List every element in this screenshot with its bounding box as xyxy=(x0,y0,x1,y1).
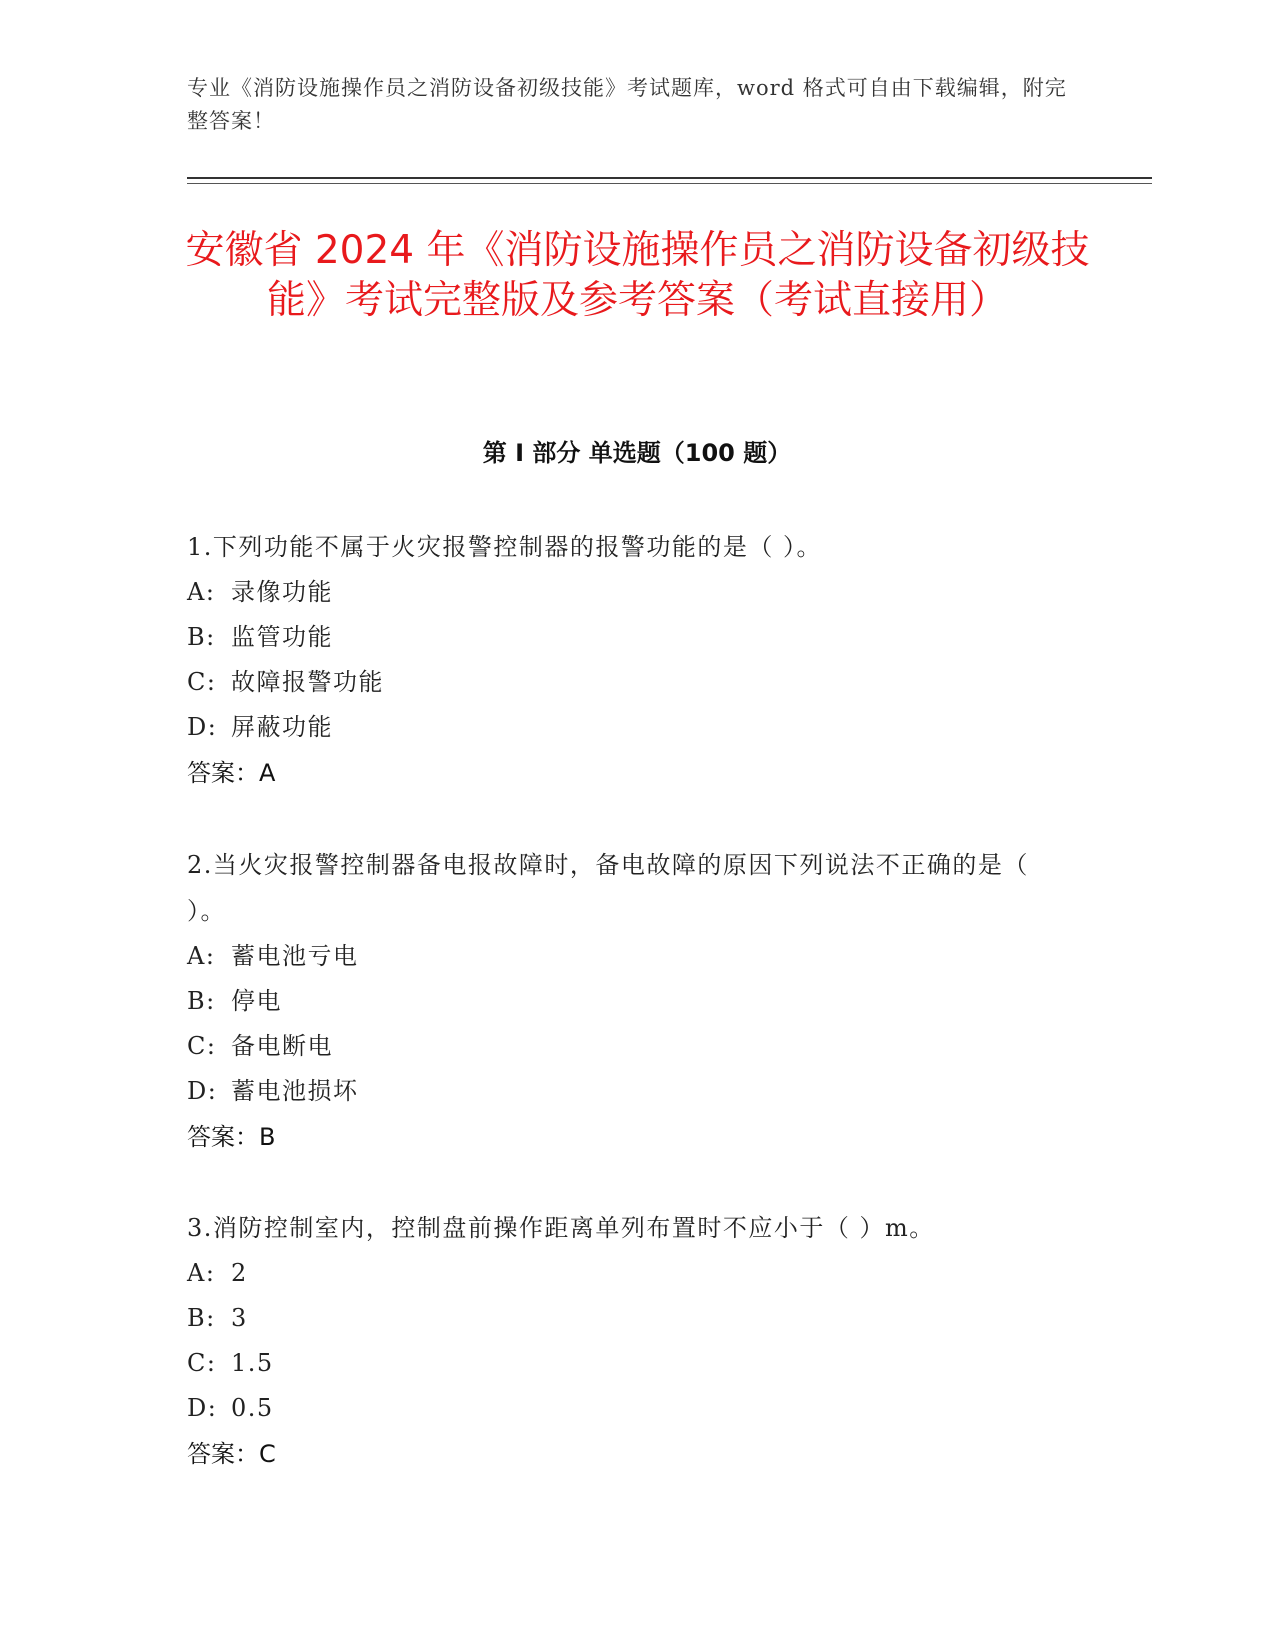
option-text: 屏蔽功能 xyxy=(231,713,333,741)
option-text: 录像功能 xyxy=(231,578,333,606)
option-key: A: xyxy=(187,578,216,606)
option-key: B: xyxy=(187,987,216,1015)
question-stem: 2.当火灾报警控制器备电报故障时，备电故障的原因下列说法不正确的是（ ）。 xyxy=(187,851,1029,925)
option-key: C: xyxy=(187,1349,217,1377)
question-2 xyxy=(187,842,1067,1160)
answer: 答案：A xyxy=(187,759,276,787)
question-3 xyxy=(187,1205,1067,1477)
option-text: 0.5 xyxy=(231,1394,274,1422)
option-text: 3 xyxy=(231,1304,248,1332)
option-key: B: xyxy=(187,623,216,651)
option-text: 2 xyxy=(231,1259,248,1287)
option-a xyxy=(187,934,1067,979)
header-note: 专业《消防设施操作员之消防设备初级技能》考试题库，word 格式可自由下载编辑，附完整答案！ xyxy=(187,76,1067,133)
section-title: 第 I 部分 单选题（100 题） xyxy=(482,439,792,467)
question-stem: 1.下列功能不属于火灾报警控制器的报警功能的是（ ）。 xyxy=(187,533,823,561)
option-text: 蓄电池亏电 xyxy=(231,942,359,970)
answer: 答案：C xyxy=(187,1440,276,1468)
option-c xyxy=(187,1024,1067,1069)
answer: 答案：B xyxy=(187,1123,276,1151)
header-divider-thick xyxy=(187,177,1152,179)
question-stem: 3.消防控制室内，控制盘前操作距离单列布置时不应小于（ ）m。 xyxy=(187,1214,935,1242)
option-key: A: xyxy=(187,942,216,970)
header-divider-thin xyxy=(187,183,1152,184)
document-title: 安徽省 2024 年《消防设施操作员之消防设备初级技能》考试完整版及参考答案（考试直接用） xyxy=(185,228,1090,323)
option-d xyxy=(187,705,1067,750)
option-b xyxy=(187,979,1067,1024)
option-key: A: xyxy=(187,1259,216,1287)
option-key: D: xyxy=(187,713,218,741)
option-key: C: xyxy=(187,668,217,696)
option-key: D: xyxy=(187,1394,218,1422)
option-text: 停电 xyxy=(231,987,282,1015)
option-text: 故障报警功能 xyxy=(231,668,384,696)
option-d xyxy=(187,1069,1067,1114)
option-c xyxy=(187,1341,1067,1386)
option-text: 监管功能 xyxy=(231,623,333,651)
option-d xyxy=(187,1386,1067,1431)
question-1 xyxy=(187,524,1067,796)
option-text: 备电断电 xyxy=(231,1032,333,1060)
option-key: D: xyxy=(187,1077,218,1105)
option-key: C: xyxy=(187,1032,217,1060)
option-a xyxy=(187,1251,1067,1296)
option-text: 蓄电池损坏 xyxy=(231,1077,359,1105)
option-a xyxy=(187,570,1067,615)
option-key: B: xyxy=(187,1304,216,1332)
option-c xyxy=(187,660,1067,705)
option-text: 1.5 xyxy=(231,1349,274,1377)
option-b xyxy=(187,615,1067,660)
option-b xyxy=(187,1296,1067,1341)
